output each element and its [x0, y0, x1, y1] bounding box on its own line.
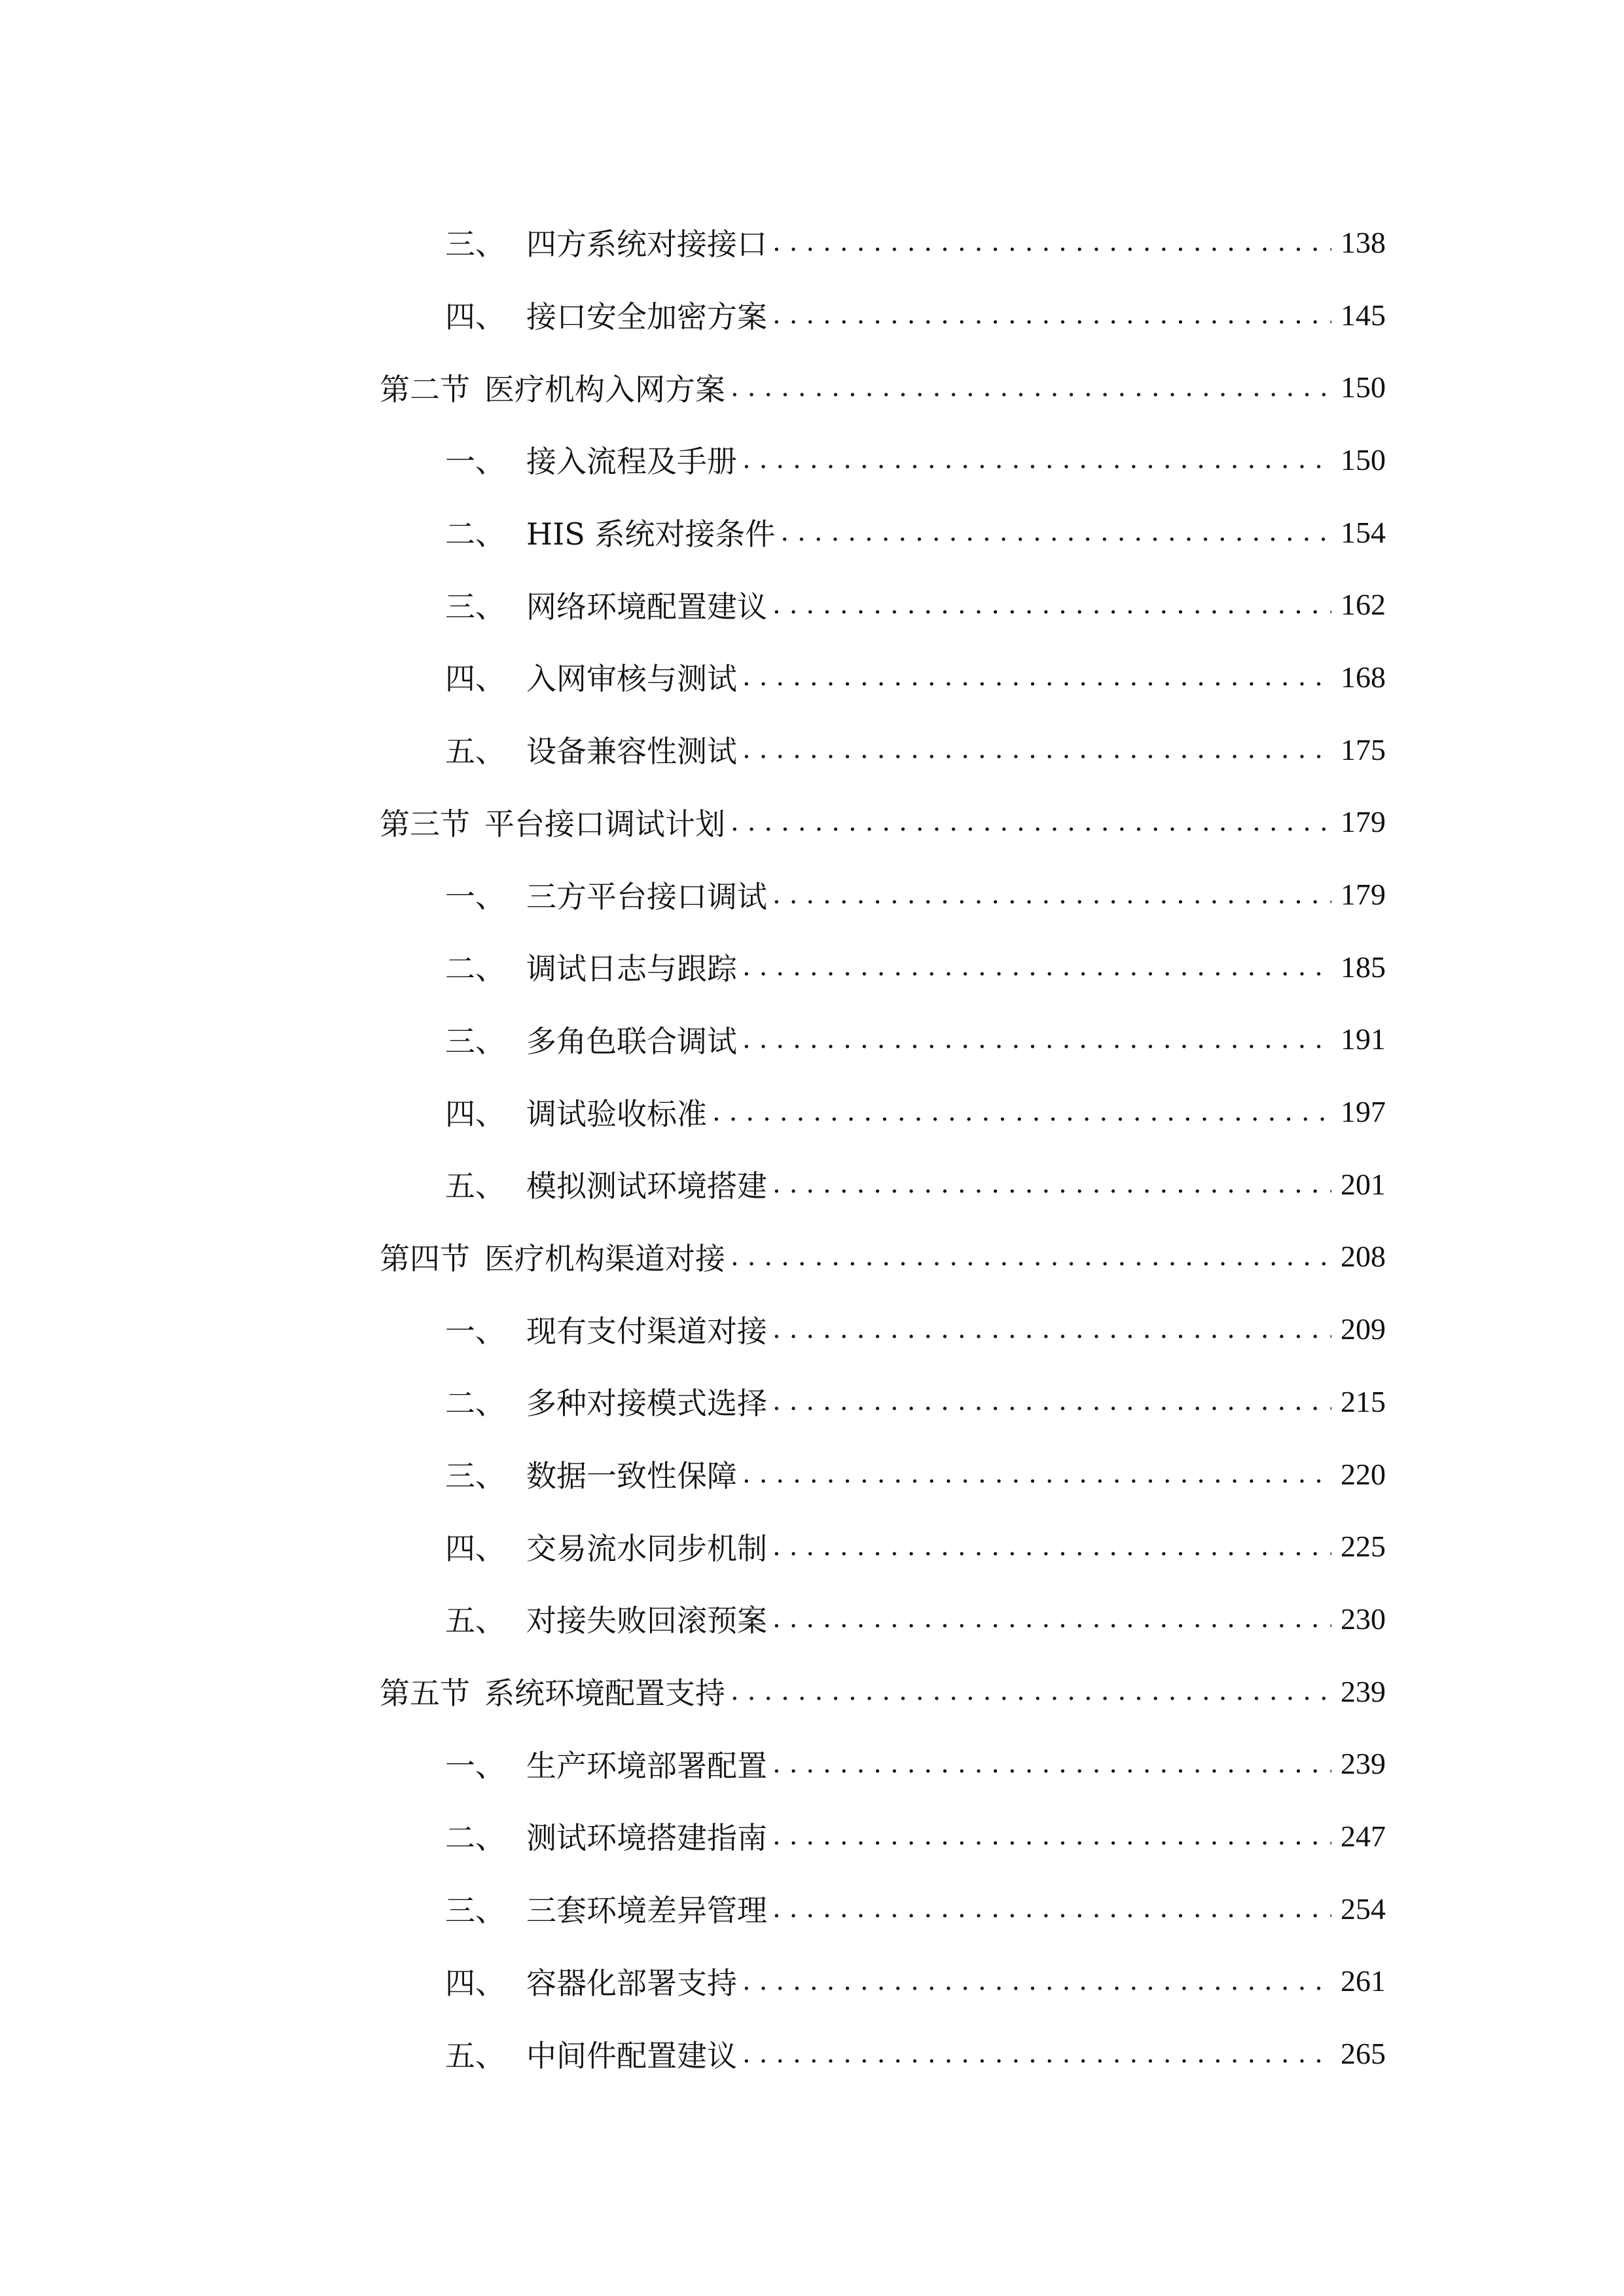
entry-number: 一、: [445, 1748, 505, 1784]
leader-dots: [731, 807, 1331, 837]
entry-page-number: 220: [1341, 1457, 1386, 1491]
entry-page-number: 179: [1341, 805, 1386, 839]
entry-page-number: 185: [1341, 950, 1386, 984]
leader-dots: [742, 734, 1331, 764]
entry-number: 二、: [445, 951, 505, 987]
leader-dots: [731, 1242, 1331, 1272]
entry-number: 五、: [445, 1603, 505, 1639]
toc-subsection-entry[interactable]: [380, 641, 1386, 713]
leader-dots: [772, 880, 1331, 910]
entry-number: 一、: [445, 1313, 505, 1349]
entry-title: 调试验收标准: [526, 1096, 707, 1132]
entry-page-number: 239: [1341, 1747, 1386, 1781]
entry-page-number: 265: [1341, 2037, 1386, 2071]
entry-number: 第四节: [380, 1240, 470, 1276]
entry-page-number: 162: [1341, 588, 1386, 622]
entry-number: 二、: [445, 1386, 505, 1422]
leader-dots: [742, 1024, 1331, 1054]
entry-number: 二、: [445, 1820, 505, 1856]
entry-title: 交易流水同步机制: [526, 1530, 767, 1566]
entry-page-number: 179: [1341, 878, 1386, 912]
leader-dots: [731, 1676, 1331, 1706]
toc-subsection-entry[interactable]: [380, 1365, 1386, 1438]
toc-subsection-entry[interactable]: [380, 568, 1386, 641]
entry-number: 第二节: [380, 371, 470, 407]
entry-number: 三、: [445, 226, 505, 262]
toc-subsection-entry[interactable]: [380, 1003, 1386, 1076]
entry-title: 多角色联合调试: [526, 1023, 737, 1059]
entry-number: 四、: [445, 299, 505, 335]
leader-dots: [772, 1749, 1331, 1779]
entry-page-number: 197: [1341, 1095, 1386, 1129]
leader-dots: [742, 662, 1331, 692]
toc-subsection-entry[interactable]: [380, 1727, 1386, 1800]
entry-page-number: 261: [1341, 1964, 1386, 1998]
entry-number: 四、: [445, 1096, 505, 1132]
toc-subsection-entry[interactable]: [380, 931, 1386, 1003]
leader-dots: [742, 2039, 1331, 2069]
entry-title: 网络环境配置建议: [526, 588, 767, 624]
entry-number: 四、: [445, 1530, 505, 1566]
entry-number: 一、: [445, 444, 505, 480]
toc-subsection-entry[interactable]: [380, 279, 1386, 351]
entry-page-number: 208: [1341, 1240, 1386, 1274]
entry-title: 三套环境差异管理: [526, 1893, 767, 1929]
leader-dots: [772, 1604, 1331, 1634]
entry-number: 五、: [445, 1168, 505, 1204]
toc-subsection-entry[interactable]: [380, 713, 1386, 786]
entry-page-number: 247: [1341, 1819, 1386, 1853]
entry-number: 第五节: [380, 1676, 470, 1712]
leader-dots: [772, 1169, 1331, 1199]
leader-dots: [772, 1821, 1331, 1851]
toc-subsection-entry[interactable]: [380, 1510, 1386, 1583]
entry-title: 医疗机构渠道对接: [484, 1240, 725, 1276]
leader-dots: [772, 590, 1331, 620]
entry-title: 多种对接模式选择: [526, 1386, 767, 1422]
entry-title: HIS 系统对接条件: [526, 516, 776, 552]
leader-dots: [772, 1314, 1331, 1344]
entry-page-number: 168: [1341, 660, 1386, 694]
entry-title: 容器化部署支持: [526, 1965, 737, 2001]
entry-title: 测试环境搭建指南: [526, 1820, 767, 1856]
toc-subsection-entry[interactable]: [380, 1945, 1386, 2018]
toc-subsection-entry[interactable]: [380, 1148, 1386, 1221]
leader-dots: [742, 1966, 1331, 1996]
entry-title: 中间件配置建议: [526, 2037, 737, 2073]
entry-title: 对接失败回滚预案: [526, 1603, 767, 1639]
entry-title: 平台接口调试计划: [484, 806, 725, 842]
toc-section-entry[interactable]: [380, 1221, 1386, 1293]
entry-title: 调试日志与跟踪: [526, 951, 737, 987]
entry-page-number: 254: [1341, 1892, 1386, 1926]
entry-number: 三、: [445, 1893, 505, 1929]
entry-page-number: 145: [1341, 298, 1386, 332]
leader-dots: [731, 372, 1331, 403]
leader-dots: [712, 1097, 1331, 1127]
entry-title: 入网审核与测试: [526, 661, 737, 697]
toc-section-entry[interactable]: [380, 786, 1386, 859]
entry-title: 设备兼容性测试: [526, 734, 737, 770]
entry-number: 一、: [445, 878, 505, 914]
toc-subsection-entry[interactable]: [380, 1438, 1386, 1511]
table-of-contents: [380, 206, 1386, 2090]
entry-page-number: 239: [1341, 1674, 1386, 1708]
entry-number: 三、: [445, 588, 505, 624]
leader-dots: [742, 1459, 1331, 1489]
entry-title: 系统环境配置支持: [484, 1676, 725, 1712]
leader-dots: [780, 517, 1331, 547]
leader-dots: [772, 1893, 1331, 1924]
toc-subsection-entry[interactable]: [380, 1293, 1386, 1365]
entry-number: 五、: [445, 2037, 505, 2073]
entry-title: 医疗机构入网方案: [484, 371, 725, 407]
toc-subsection-entry[interactable]: [380, 206, 1386, 279]
toc-subsection-entry[interactable]: [380, 1075, 1386, 1148]
entry-page-number: 201: [1341, 1167, 1386, 1201]
leader-dots: [772, 1532, 1331, 1562]
entry-number: 五、: [445, 734, 505, 770]
entry-page-number: 150: [1341, 442, 1386, 476]
toc-subsection-entry[interactable]: [380, 1583, 1386, 1655]
entry-page-number: 150: [1341, 370, 1386, 404]
entry-page-number: 175: [1341, 732, 1386, 766]
entry-title: 接入流程及手册: [526, 444, 737, 480]
entry-title: 数据一致性保障: [526, 1458, 737, 1494]
leader-dots: [772, 300, 1331, 330]
entry-title: 三方平台接口调试: [526, 878, 767, 914]
entry-number: 四、: [445, 1965, 505, 2001]
entry-page-number: 209: [1341, 1312, 1386, 1346]
entry-title: 四方系统对接接口: [526, 226, 767, 262]
leader-dots: [742, 952, 1331, 982]
entry-number: 二、: [445, 516, 505, 552]
entry-page-number: 154: [1341, 515, 1386, 549]
entry-page-number: 215: [1341, 1384, 1386, 1418]
toc-subsection-entry[interactable]: [380, 858, 1386, 931]
entry-number: 四、: [445, 661, 505, 697]
entry-page-number: 191: [1341, 1022, 1386, 1056]
entry-number: 三、: [445, 1458, 505, 1494]
entry-page-number: 225: [1341, 1530, 1386, 1564]
entry-page-number: 138: [1341, 225, 1386, 259]
entry-title: 接口安全加密方案: [526, 299, 767, 335]
toc-subsection-entry[interactable]: [380, 496, 1386, 569]
entry-number: 第三节: [380, 806, 470, 842]
toc-subsection-entry[interactable]: [380, 2017, 1386, 2090]
entry-page-number: 230: [1341, 1602, 1386, 1636]
leader-dots: [772, 227, 1331, 257]
entry-title: 模拟测试环境搭建: [526, 1168, 767, 1204]
entry-title: 生产环境部署配置: [526, 1748, 767, 1784]
toc-subsection-entry[interactable]: [380, 423, 1386, 496]
leader-dots: [772, 1386, 1331, 1416]
toc-section-entry[interactable]: [380, 351, 1386, 423]
toc-subsection-entry[interactable]: [380, 1800, 1386, 1873]
entry-number: 三、: [445, 1023, 505, 1059]
entry-title: 现有支付渠道对接: [526, 1313, 767, 1349]
toc-subsection-entry[interactable]: [380, 1873, 1386, 1945]
toc-section-entry[interactable]: [380, 1655, 1386, 1728]
leader-dots: [742, 444, 1331, 475]
